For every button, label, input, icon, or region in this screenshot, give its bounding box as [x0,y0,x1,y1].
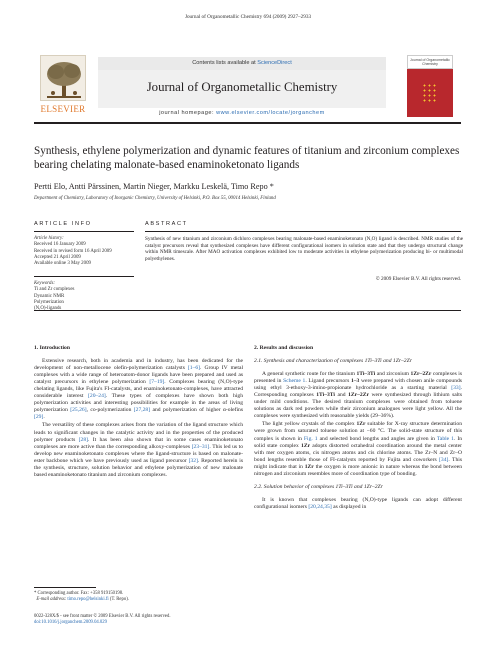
results-paragraph-1: A general synthetic route for the titanium 1Ti–3Ti and zirconium 1Zr–2Zr complexes is presented in Scheme 1. Ligand precursors 1–3 were prepared with chosen anile compounds using ethyl 3-ethoxy-3-imino-propionate hydrochloride as a starting material [33]. Corresponding complexes 1Ti–3Ti and 1Zr–2Zr were synthesized through lithium salts under mild conditions. The desired titanium complexes were obtained from toluene solutions as dark red powders while their zirconium analogues were light yellow. All the complexes were synthesized with reasonable yields (29–36%). [254,371,463,420]
cover-pattern-icon [422,83,438,103]
article-info-heading: ARTICLE INFO [34,221,92,227]
left-column [34,345,243,480]
history-revised: Received in revised form 16 April 2009 [34,248,112,254]
keywords-label: Keywords: [34,281,56,286]
keyword-item: (N,O)-ligands [34,306,62,312]
citation-link[interactable]: [1–6] [187,365,201,372]
sciencedirect-link[interactable]: ScienceDirect [257,60,292,66]
doi-link[interactable]: doi:10.1016/j.jorganchem.2009.04.029 [34,620,107,625]
journal-name: Journal of Organometallic Chemistry [146,80,338,94]
abstract-rule [145,231,461,232]
right-column [254,345,462,512]
article-history [34,236,134,267]
citation-link[interactable]: [23–31] [191,443,210,450]
citation-link[interactable]: [34] [439,456,449,463]
citation-link[interactable]: [28] [78,436,88,443]
citation-link[interactable]: [32] [188,457,198,464]
article-title: Synthesis, ethylene polymerization and dynamic features of titanium and zirconium complexes bearing chelating malonate-based enaminoketonato ligands [34,145,460,171]
intro-paragraph-1: Extensive research, both in academia and in industry, has been dedicated for the development of non-metallocene olefin-polymerization catalysts [1–6]. Group IV metal complexes with a wide range of heteroatom-donor ligands have been prepared and used as catalyst precursors in ethylene polymerization [7–19]. Complexes bearing (N,O)-type chelating ligands, like Fujita's FI-catalysts, and enaminoketonato-complexes, have attracted considerable interest [20–24]. These types of complexes have shown both high polymerization activities and interesting possibilities for example in the areas of living polymerization [25,26], co-polymerization [27,28] and polymerization of higher α-olefins [29]. [34,358,244,421]
keywords [34,281,134,312]
cover-image [407,69,453,117]
citation-link[interactable]: [29] [34,414,44,421]
history-received: Received 16 January 2009 [34,242,86,248]
front-matter-rule [34,310,461,311]
elsevier-tree-icon [40,55,86,101]
journal-homepage [98,110,386,116]
history-online: Available online 3 May 2009 [34,261,91,267]
history-accepted: Accepted 21 April 2009 [34,254,81,260]
article-authors: Pertti Elo, Antti Pärssinen, Martin Nieger, Markku Leskelä, Timo Repo * [34,182,274,191]
section-heading-introduction: 1. Introduction [34,345,70,351]
results-paragraph-3: It is known that complexes bearing (N,O)-type ligands can adopt different configurational isomers [20,24,35] as displayed in [254,496,462,510]
contents-bar [98,57,386,70]
history-label: Article history: [34,236,64,241]
keywords-rule [34,276,134,277]
table-link[interactable]: Table 1 [436,435,454,442]
citation-link[interactable]: [20–24] [88,393,106,400]
citation-link[interactable]: [27,28] [133,407,151,414]
citation-link[interactable]: [25,26] [70,407,87,414]
journal-cover [400,55,460,117]
citation-link[interactable]: [20,24,35] [308,503,332,510]
section-heading-results: 2. Results and discussion [254,345,314,351]
cover-title: Journal of Organometallic Chemistry [407,55,453,69]
journal-reference: Journal of Organometallic Chemistry 694 (2009) 2927–2933 [184,14,312,20]
homepage-prefix: journal homepage: [159,110,217,116]
contents-prefix: Contents lists available at [192,60,258,66]
citation-link[interactable]: [33] [451,385,461,392]
citation-link[interactable]: [7–19] [149,379,165,386]
abstract-copyright: © 2009 Elsevier B.V. All rights reserved. [375,276,461,282]
keyword-item: Ti and Zr complexes [34,287,75,293]
results-paragraph-2: The light yellow crystals of the complex 1Zr suitable for X-ray structure determination were grown from saturated toluene solution at −60 °C. The solid-state structure of this complex is shown in Fig. 1 and selected bond lengths and angles are given in Table 1. In solid state complex 1Zr adopts distorted octahedral coordination around the metal center with mer oxygen atoms, cis nitrogen atoms and cis chlorine atoms. The Zr–N and Zr–O bond lengths resemble those of FI-catalysts reported by Fujita and coworkers [34]. This might indicate that in 1Zr the oxygen is more anionic in nature whereas the bond between nitrogen and zirconium resembles more of coordination type of bonding. [254,421,463,477]
homepage-link[interactable]: www.elsevier.com/locate/jorganchem [216,110,325,116]
article-info-rule [34,231,134,232]
subsection-heading-solution: 2.2. Solution behavior of complexes 1Ti–3Ti and 1Zr–2Zr [254,483,383,490]
issn-line: 0022-328X/$ - see front matter © 2009 Elsevier B.V. All rights reserved. [34,614,171,619]
abstract-heading: ABSTRACT [145,221,188,227]
intro-paragraph-2: The versatility of these complexes arises from the variation of the ligand structure which leads to significant changes in the catalytic activity and in the properties of the produced polymer products [28]. It has been also shown that in some cases enaminoketonato complexes are more active than the corresponding alkoxy-complexes [23–31]. This led us to develop new enaminoketonato complexes where the ligand-structure is based on malonate-ester backbone which we have previously used as ligand precursor [32]. Reported herein is the synthesis, structure, solution behavior and ethylene polymerization of new malonate based enaminoketonato titanium and zirconium complexes. [34,422,244,478]
abstract-text: Synthesis of new titanium and zirconium dichloro complexes bearing malonate-based enaminoketonato (N,O) ligand is described. NMR studies of the catalyst precursors reveal that synthesized complexes have different configurational isomers in solution state and that they undergo structural change within NMR timescale. After MAO activation complexes exhibited low to moderate activities in ethylene polymerization producing bi- or multimodal polyethylenes. [145,236,463,262]
article-affiliation: Department of Chemistry, Laboratory of Inorganic Chemistry, University of Helsinki, P.O. Box 55, 00014 Helsinki, Finland [34,196,276,201]
figure-link[interactable]: Fig. 1 [303,435,318,442]
front-matter-info [34,614,244,626]
footnote-rule [34,587,96,588]
author-email-link[interactable]: timo.repo@helsinki.fi [67,597,109,602]
corresponding-author-footnote: * Corresponding author. Fax: +358 919150198. E-mail address: timo.repo@helsinki.fi (T. Repo). [34,591,129,602]
subsection-heading-synthesis: 2.1. Synthesis and characterization of complexes 1Ti–3Ti and 1Zr–2Zr [254,358,412,365]
elsevier-logo [34,55,92,117]
keyword-item: Dynamic NMR [34,293,65,299]
publisher-name: ELSEVIER [40,104,86,114]
header-rule [34,122,461,124]
keyword-item: Polymerization [34,299,64,305]
scheme-link[interactable]: Scheme 1 [283,378,306,385]
